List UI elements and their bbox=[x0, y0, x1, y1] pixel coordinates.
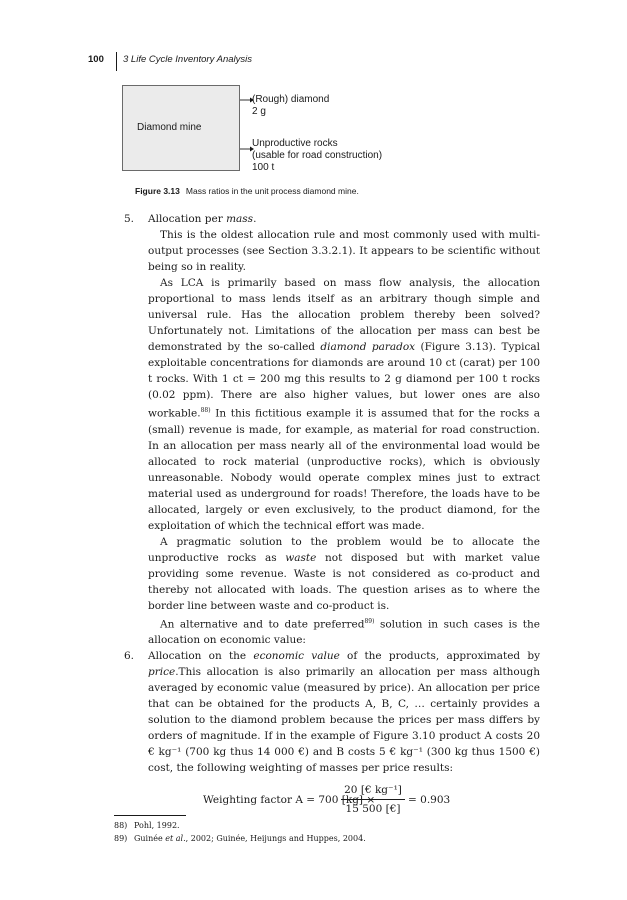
caption-label: Figure 3.13 bbox=[135, 186, 180, 196]
output-diamond bbox=[252, 94, 329, 118]
output-rocks-mass: 100 t bbox=[252, 162, 275, 173]
paragraph-3: A pragmatic solution to the problem would be to allocate the unproductive rocks as waste not disposed but with market value providing some revenue. Waste is not considered as co-product and thereby not allocated with loads. The question arises as to where the border line between waste and co-product is. bbox=[148, 535, 540, 612]
page-number: 100 bbox=[88, 54, 104, 65]
list-item-5 bbox=[124, 211, 540, 648]
output-diamond-mass: 2 g bbox=[252, 106, 266, 117]
output-rocks-name: Unproductive rocks bbox=[252, 138, 338, 149]
output-rocks-use: (usable for road construction) bbox=[252, 150, 383, 161]
diamond-mine-label: Diamond mine bbox=[137, 122, 202, 133]
item-5-number: 5. bbox=[124, 213, 135, 225]
paragraph-1: This is the oldest allocation rule and most commonly used with multi-output processes (see Section 3.3.2.1). It appears to be scientific without being so in reality. bbox=[148, 229, 540, 273]
paragraph-5: Allocation on the economic value of the products, approximated by price.This allocation is also primarily an allocation per mass although averaged by economic value (measured by price). An allocation per price that can be obtained for the products A, B, C, … certainly provides a solution to the diamond problem because the prices per mass differs by orders of magnitude. If in the example of Figure 3.10 product A costs 20 € kg⁻¹ (700 kg thus 14 000 €) and B costs 5 € kg⁻¹ (300 kg thus 1500 €) cost, the following weighting of masses per price results: bbox=[148, 650, 541, 774]
item-5-title: Allocation per mass. bbox=[148, 213, 257, 225]
running-header bbox=[0, 52, 627, 72]
equation-fraction bbox=[341, 782, 405, 817]
body-text bbox=[124, 211, 540, 822]
footnote-rule bbox=[114, 815, 186, 816]
chapter-title: 3 Life Cycle Inventory Analysis bbox=[123, 54, 253, 65]
footnote-ref-88: 88) bbox=[200, 407, 211, 414]
item-6-number: 6. bbox=[124, 650, 135, 662]
paragraph-2: As LCA is primarily based on mass flow analysis, the allocation proportional to mass lends itself as an arbitrary though simple and universal rule. Has the allocation problem thereby been solved? Unfortunately not. Limitations of the allocation per mass can best be demonstrated by the so-called diamond paradox (Figure 3.13). Typical exploitable concentrations for diamonds are around 10 ct (carat) per 100 t rocks. With 1 ct = 200 mg this results to 2 g diamond per 100 t rocks (0.02 ppm). There are also higher values, but lower ones are also workable.$^{88)}$ In this fictitious example it is assumed that for the rocks a (small) revenue is made, for example, as material for road construction. In an allocation per mass nearly all of the environmental load would be allocated to rock material (unproductive rocks), which is obviously unreasonable. Nobody would operate complex mines just to extract material used as underground for roads! Therefore, the loads have to be allocated, largely or even exclusively, to the product diamond, for the exploitation of which the technical effort was made. bbox=[148, 277, 540, 532]
header-divider bbox=[116, 52, 117, 71]
paragraph-4: An alternative and to date preferred$^{89)}$ solution in such cases is the allocation on economic value: bbox=[148, 617, 540, 646]
footnote-88: 88) Pohl, 1992. bbox=[114, 821, 180, 830]
footnote-ref-89: 89) bbox=[364, 617, 375, 625]
equation-numerator: 20 [€ kg⁻¹] bbox=[341, 782, 405, 800]
equation-lhs: Weighting factor A = 700 [kg] × bbox=[203, 794, 376, 806]
output-diamond-name: (Rough) diamond bbox=[252, 94, 330, 105]
output-rocks bbox=[252, 138, 382, 174]
diamond-mine-box bbox=[122, 85, 240, 171]
footnote-89: 89) Guinée et al., 2002; Guinée, Heijungs and Huppes, 2004. bbox=[114, 834, 366, 843]
caption-text: Mass ratios in the unit process diamond mine. bbox=[185, 186, 359, 196]
equation-rhs: = 0.903 bbox=[408, 794, 451, 806]
figure-caption bbox=[135, 186, 359, 196]
equation-denominator: 15 500 [€] bbox=[345, 803, 401, 815]
weighting-equation bbox=[148, 776, 540, 822]
list-item-6 bbox=[124, 648, 540, 822]
